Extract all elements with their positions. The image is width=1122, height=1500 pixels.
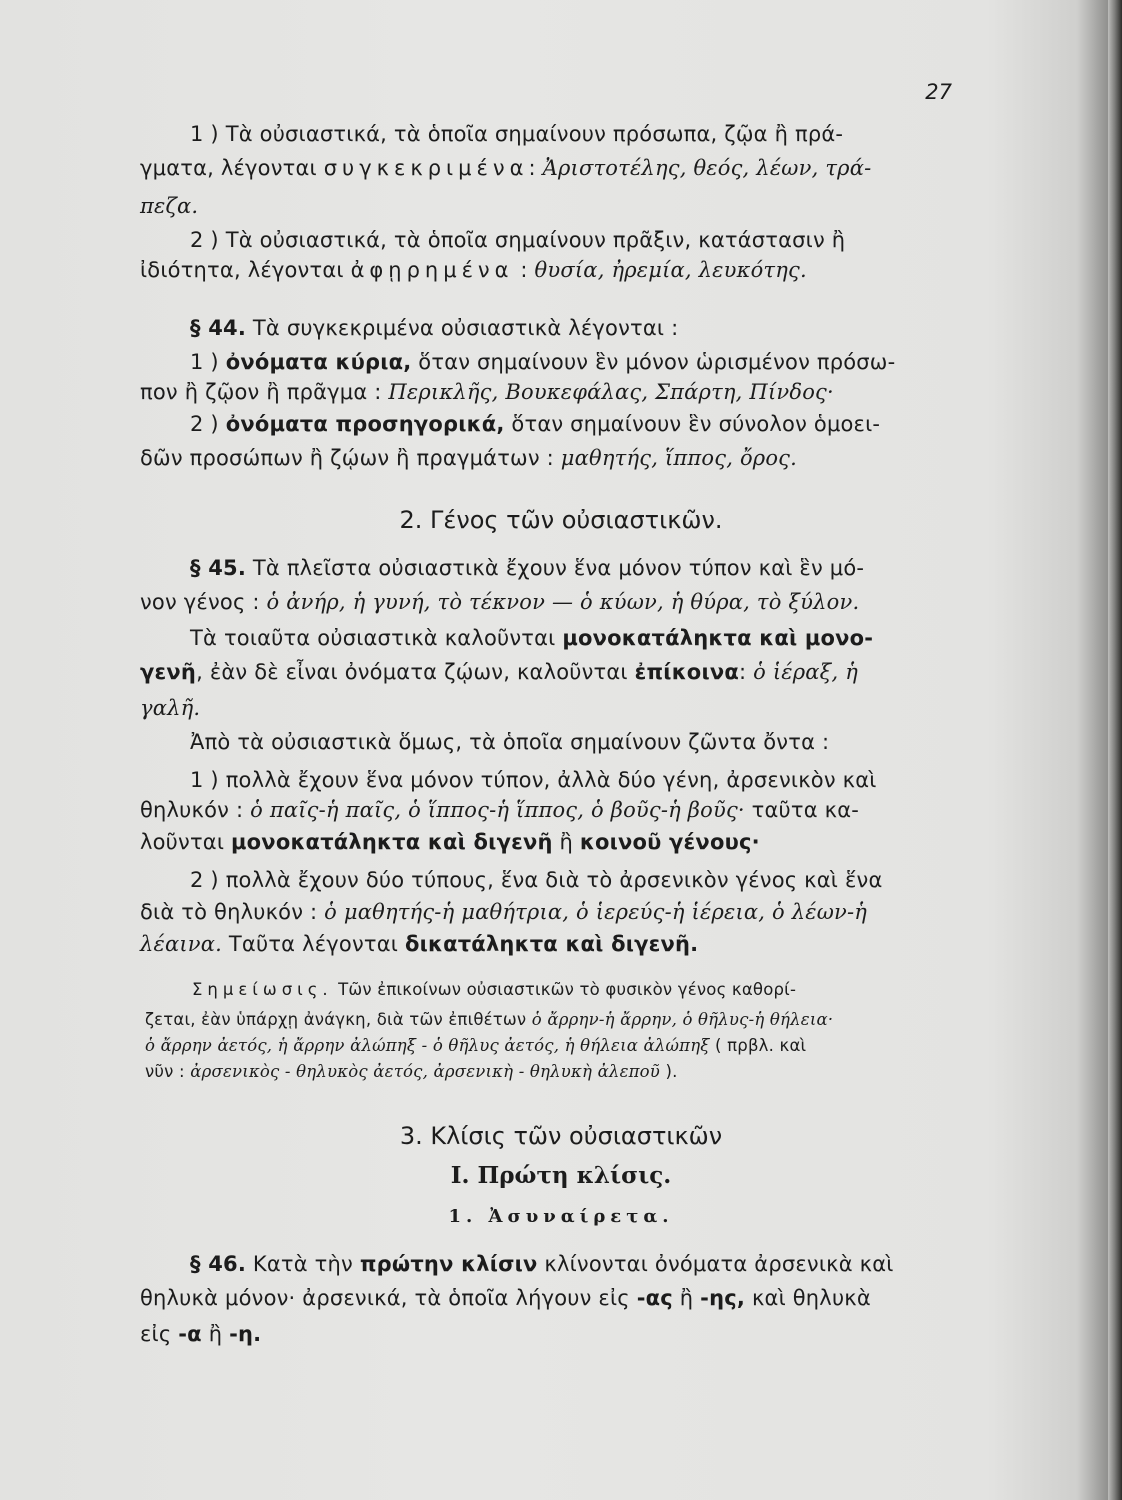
text-line: θηλυκόν : ὁ παῖς-ἡ παῖς, ὁ ἵππος-ἡ ἵππος, ὁ βοῦς-ἡ βοῦς· ταῦτα κα- [140,798,860,822]
text-line: 2 ) πολλὰ ἔχουν δύο τύπους, ἕνα διὰ τὸ ἀρσενικὸν γένος καὶ ἕνα [190,868,883,892]
section-45-line: § 45. Τὰ πλεῖστα οὐσιαστικὰ ἔχουν ἕνα μόνον τύπον καὶ ἓν μό- [190,556,865,580]
text-line: 2 ) Τὰ οὐσιαστικά, τὰ ὁποῖα σημαίνουν πρᾶξιν, κατάστασιν ἢ [190,228,846,252]
text-line: διὰ τὸ θηλυκόν : ὁ μαθητής-ἡ μαθήτρια, ὁ ἱερεύς-ἡ ἱέρεια, ὁ λέων-ἡ [140,900,868,924]
section-heading-declension: 3. Κλίσις τῶν οὐσιαστικῶν [399,1122,723,1150]
text-line: 1 ) Τὰ οὐσιαστικά, τὰ ὁποῖα σημαίνουν πρόσωπα, ζῷα ἢ πρά- [190,122,844,146]
subheading-uncontracted: 1. Ἀσυναίρετα. [448,1206,674,1227]
text-line: 2 ) ὀνόματα προσηγορικά, ὅταν σημαίνουν ἓν σύνολον ὁμοει- [190,412,881,436]
note-line: ζεται, ἐὰν ὑπάρχῃ ἀνάγκη, διὰ τῶν ἐπιθέτων ὁ ἄρρην-ἡ ἄρρην, ὁ θῆλυς-ἡ θήλεια· [145,1010,834,1029]
text-line: Ἀπὸ τὰ οὐσιαστικὰ ὅμως, τὰ ὁποῖα σημαίνουν ζῶντα ὄντα : [190,730,830,754]
page-number: 27 [925,80,952,104]
text-line: λοῦνται μονοκατάληκτα καὶ διγενῆ ἢ κοινοῦ γένους· [140,830,760,854]
text-line: πον ἢ ζῷον ἢ πρᾶγμα : Περικλῆς, Βουκεφάλας, Σπάρτη, Πίνδος· [140,380,834,404]
text-line: λέαινα. Ταῦτα λέγονται δικατάληκτα καὶ διγενῆ. [140,932,699,956]
section-heading-gender: 2. Γένος τῶν οὐσιαστικῶν. [399,506,723,534]
text-line: γματα, λέγονται συγκεκριμένα: Ἀριστοτέλης, θεός, λέων, τρά- [140,156,872,180]
text-line: γαλῆ. [140,696,201,720]
note-line: ὁ ἄρρην ἀετός, ἡ ἄρρην ἀλώπηξ - ὁ θῆλυς ἀετός, ἡ θήλεια ἀλώπηξ ( πρβλ. καὶ [145,1036,807,1055]
text-line: θηλυκὰ μόνον· ἀρσενικά, τὰ ὁποῖα λήγουν εἰς -ας ἢ -ης, καὶ θηλυκὰ [140,1286,871,1310]
text-line: ἰδιότητα, λέγονται ἀφῃρημένα : θυσία, ἠρεμία, λευκότης. [140,258,807,282]
note-line: Σημείωσις. Τῶν ἐπικοίνων οὐσιαστικῶν τὸ φυσικὸν γένος καθορί- [192,980,797,999]
section-44-line: § 44. Τὰ συγκεκριμένα οὐσιαστικὰ λέγονται : [190,316,679,340]
text-line: δῶν προσώπων ἢ ζῴων ἢ πραγμάτων : μαθητής, ἵππος, ὄρος. [140,446,798,470]
text-line: Τὰ τοιαῦτα οὐσιαστικὰ καλοῦνται μονοκατάληκτα καὶ μονο- [190,626,874,650]
subheading-first-declension: Ι. Πρώτη κλίσις. [450,1162,672,1189]
text-line: εἰς -α ἢ -η. [140,1322,262,1346]
text-line: νον γένος : ὁ ἀνήρ, ἡ γυνή, τὸ τέκνον — ὁ κύων, ἡ θύρα, τὸ ξύλον. [140,590,860,614]
page-edge-shadow [1108,0,1122,1500]
text-line: γενῆ, ἐὰν δὲ εἶναι ὀνόματα ζῴων, καλοῦνται ἐπίκοινα: ὁ ἱέραξ, ἡ [140,660,858,684]
note-line: νῦν : ἀρσενικὸς - θηλυκὸς ἀετός, ἀρσενικὴ - θηλυκὴ ἀλεποῦ ). [145,1062,678,1081]
text-line: πεζα. [140,194,199,218]
section-46-line: § 46. Κατὰ τὴν πρώτην κλίσιν κλίνονται ὀνόματα ἀρσενικὰ καὶ [190,1252,894,1276]
text-line: 1 ) ὀνόματα κύρια, ὅταν σημαίνουν ἓν μόνον ὡρισμένον πρόσω- [190,350,896,374]
text-line: 1 ) πολλὰ ἔχουν ἕνα μόνον τύπον, ἀλλὰ δύο γένη, ἀρσενικὸν καὶ [190,768,877,792]
